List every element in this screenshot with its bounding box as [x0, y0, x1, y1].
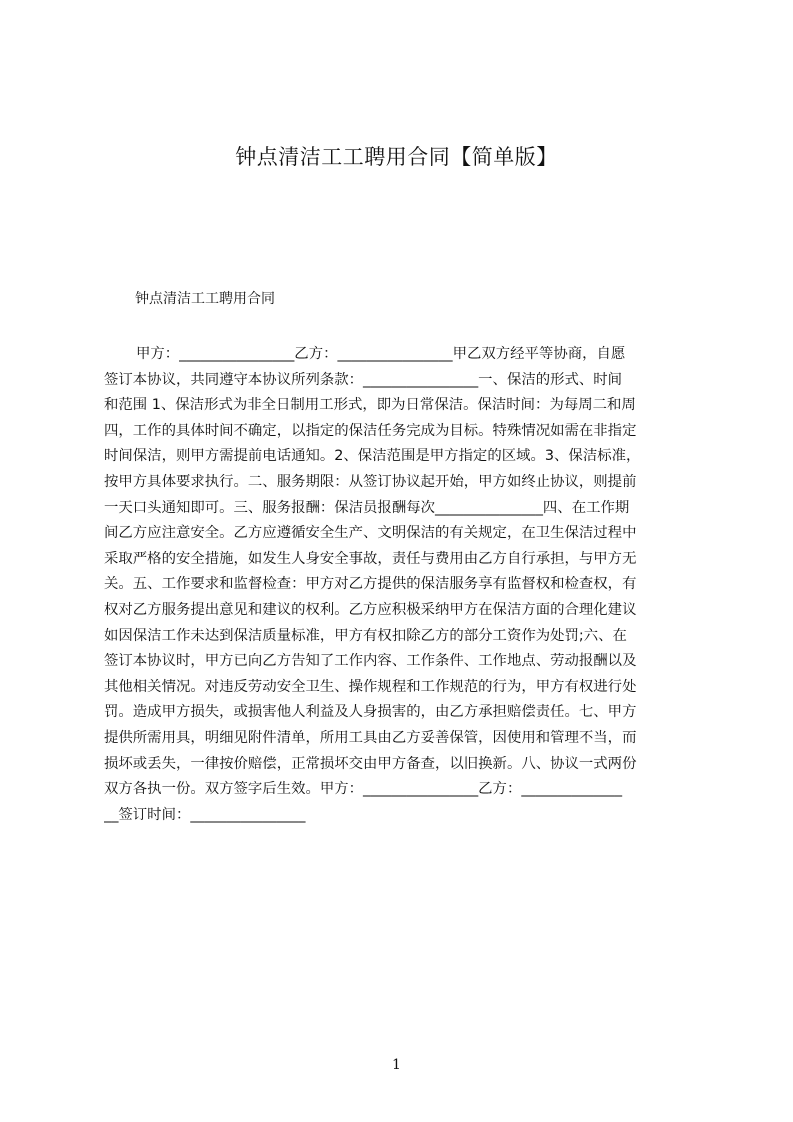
body-line-16: 提供所需用具，明细见附件清单，所用工具由乙方妥善保管，因使用和管理不当，而 [104, 729, 637, 746]
body-line-13: 签订本协议时，甲方已向乙方告知了工作内容、工作条件、工作地点、劳动报酬以及 [104, 653, 637, 670]
body-line-15: 罚。造成甲方损失，或损害他人利益及人身损害的，由乙方承担赔偿责任。七、甲方 [104, 704, 637, 721]
body-line-12: 如因保洁工作未达到保洁质量标准，甲方有权扣除乙方的部分工资作为处罚;六、在 [104, 627, 627, 644]
body-line-18: 双方各执一份。双方签字后生效。甲方：________________乙方：______________ [104, 781, 623, 798]
body-line-8: 间乙方应注意安全。乙方应遵循安全生产、文明保洁的有关规定，在卫生保洁过程中 [104, 525, 637, 542]
body-line-7: 一天口头通知即可。三、服务报酬：保洁员报酬每次_______________四、在工作期 [104, 499, 630, 516]
body-line-19: __签订时间：________________ [104, 806, 306, 823]
page-number: 1 [392, 1057, 401, 1073]
body-line-10: 关。五、工作要求和监督检查：甲方对乙方提供的保洁服务享有监督权和检查权，有 [104, 576, 637, 593]
document-subtitle: 钟点清洁工工聘用合同 [135, 291, 275, 307]
body-line-6: 按甲方具体要求执行。二、服务期限：从签订协议起开始，甲方如终止协议，则提前 [104, 473, 637, 490]
body-line-9: 采取严格的安全措施，如发生人身安全事故，责任与费用由乙方自行承担，与甲方无 [104, 550, 637, 567]
document-title: 钟点清洁工工聘用合同【简单版】 [235, 145, 558, 169]
body-line-5: 时间保洁，则甲方需提前电话通知。2、保洁范围是甲方指定的区域。3、保洁标准， [104, 448, 641, 465]
body-line-2: 签订本协议，共同遵守本协议所列条款：________________一、保洁的形式、时间 [104, 371, 623, 388]
body-line-14: 其他相关情况。对违反劳动安全卫生、操作规程和工作规范的行为，甲方有权进行处 [104, 678, 637, 695]
contract-body [104, 342, 700, 828]
body-line-3: 和范围 1、保洁形式为非全日制用工形式，即为日常保洁。保洁时间：为每周二和周 [104, 397, 636, 414]
body-line-1: 甲方：________________乙方：________________甲乙双方经平等协商，自愿 [136, 346, 626, 362]
body-line-11: 权对乙方服务提出意见和建议的权利。乙方应积极采纳甲方在保洁方面的合理化建议 [104, 601, 637, 618]
body-line-4: 四，工作的具体时间不确定，以指定的保洁任务完成为目标。特殊情况如需在非指定 [104, 422, 637, 439]
body-line-17: 损坏或丢失，一律按价赔偿，正常损坏交由甲方备查，以旧换新。八、协议一式两份 [104, 755, 637, 772]
